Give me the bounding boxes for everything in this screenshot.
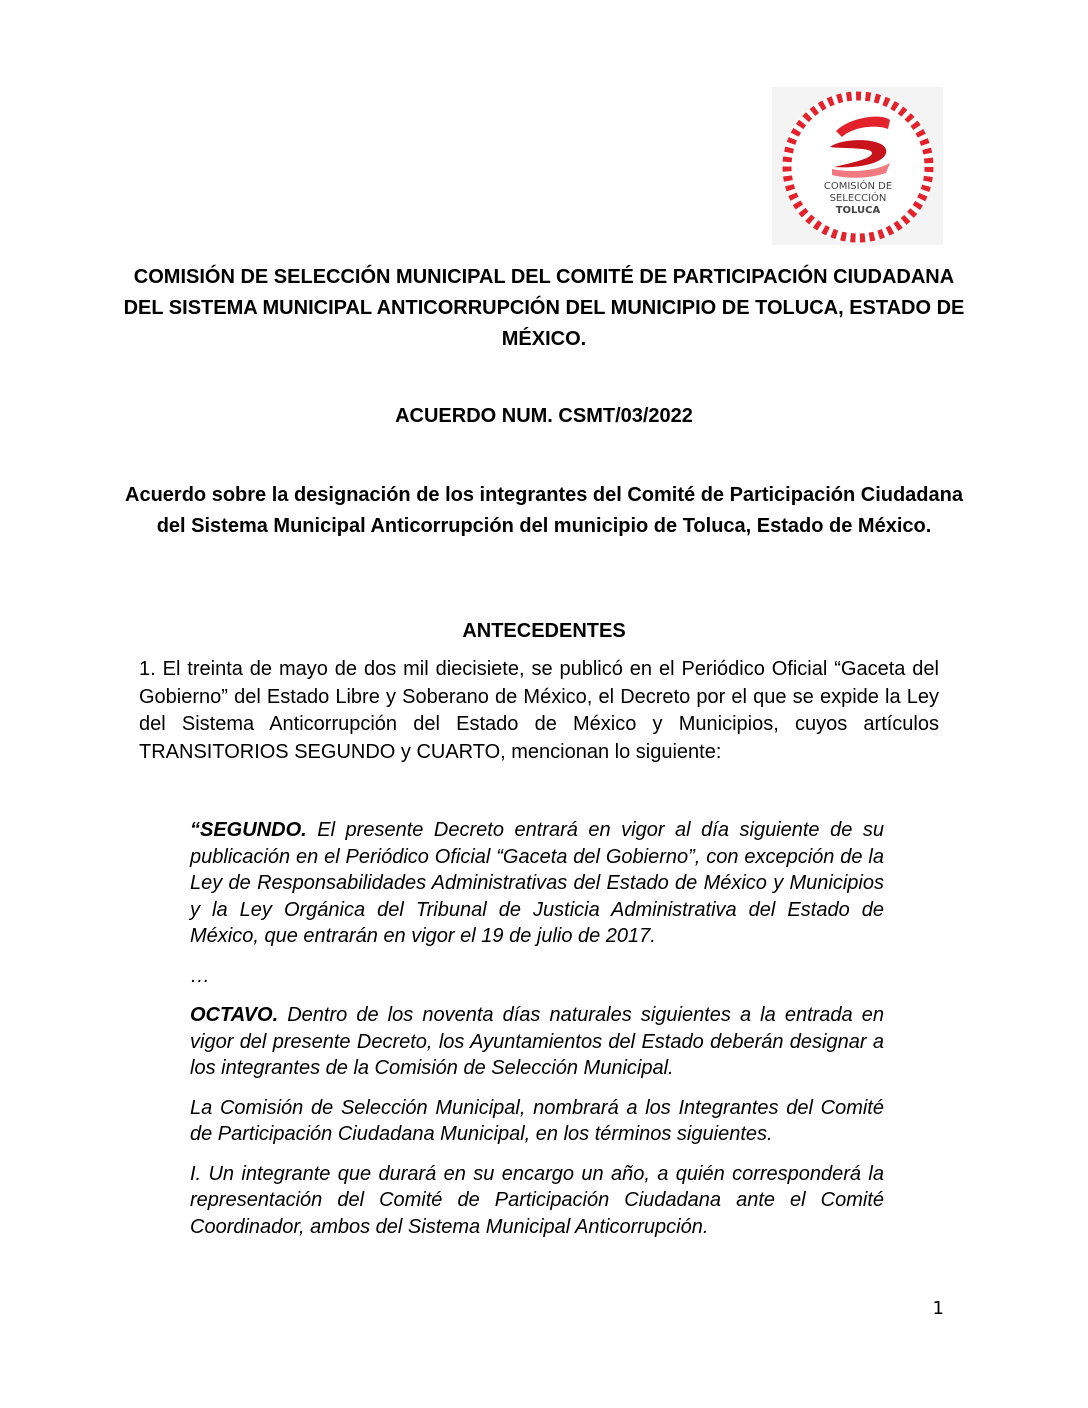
quote-segundo-label: “SEGUNDO.	[190, 819, 307, 841]
quote-octavo-text: Dentro de los noventa días naturales siguientes a la entrada en vigor del presente Decreto, los Ayuntamientos del Estado deberán designar a los integrantes de la Comisión de Selección Municipal.	[190, 1004, 884, 1079]
quote-segundo	[190, 817, 884, 950]
section-heading-antecedentes: ANTECEDENTES	[462, 620, 626, 642]
logo-line-1: COMISIÓN DE	[823, 181, 893, 192]
comision-seleccion-logo	[772, 87, 943, 245]
antecedente-paragraph-1: 1. El treinta de mayo de dos mil diecisiete, se publicó en el Periódico Oficial “Gaceta del Gobierno” del Estado Libre y Soberano de México, el Decreto por el que se expide la Ley del Sistema Anticorrupción del Estado de México y Municipios, cuyos artículos TRANSITORIOS SEGUNDO y CUARTO, mencionan lo siguiente:	[139, 658, 939, 763]
quote-octavo-label: OCTAVO.	[190, 1004, 279, 1026]
document-title: COMISIÓN DE SELECCIÓN MUNICIPAL DEL COMITÉ DE PARTICIPACIÓN CIUDADANA DEL SISTEMA MUNICIPAL ANTICORRUPCIÓN DEL MUNICIPIO DE TOLUCA, ESTADO DE MÉXICO.	[123, 266, 965, 350]
quote-ellipsis: …	[190, 964, 210, 987]
page-number: 1	[932, 1298, 944, 1319]
acuerdo-number: ACUERDO NUM. CSMT/03/2022	[395, 405, 693, 427]
quote-paragraph-4: I. Un integrante que durará en su encargo un año, a quién corresponderá la representación del Comité de Participación Ciudadana ante el Comité Coordinador, ambos del Sistema Municipal Anticorrupción.	[190, 1162, 884, 1238]
logo-line-3: TOLUCA	[835, 205, 881, 216]
quote-octavo	[190, 1002, 884, 1082]
quoted-transitorios	[190, 817, 884, 1253]
quote-segundo-text: El presente Decreto entrará en vigor al día siguiente de su publicación en el Periódico Oficial “Gaceta del Gobierno”, con excepción de la Ley de Responsabilidades Administrativas del Estado de México y Municipios y la Ley Orgánica del Tribunal de Justicia Administrativa del Estado de México, que entrarán en vigor el 19 de julio de 2017.	[190, 819, 884, 947]
logo-line-2: SELECCIÓN	[829, 193, 887, 204]
logo-graphic	[772, 87, 943, 245]
quote-paragraph-3: La Comisión de Selección Municipal, nombrará a los Integrantes del Comité de Participación Ciudadana Municipal, en los términos siguientes.	[190, 1096, 884, 1145]
acuerdo-subject: Acuerdo sobre la designación de los integrantes del Comité de Participación Ciudadana del Sistema Municipal Anticorrupción del municipio de Toluca, Estado de México.	[125, 484, 963, 537]
